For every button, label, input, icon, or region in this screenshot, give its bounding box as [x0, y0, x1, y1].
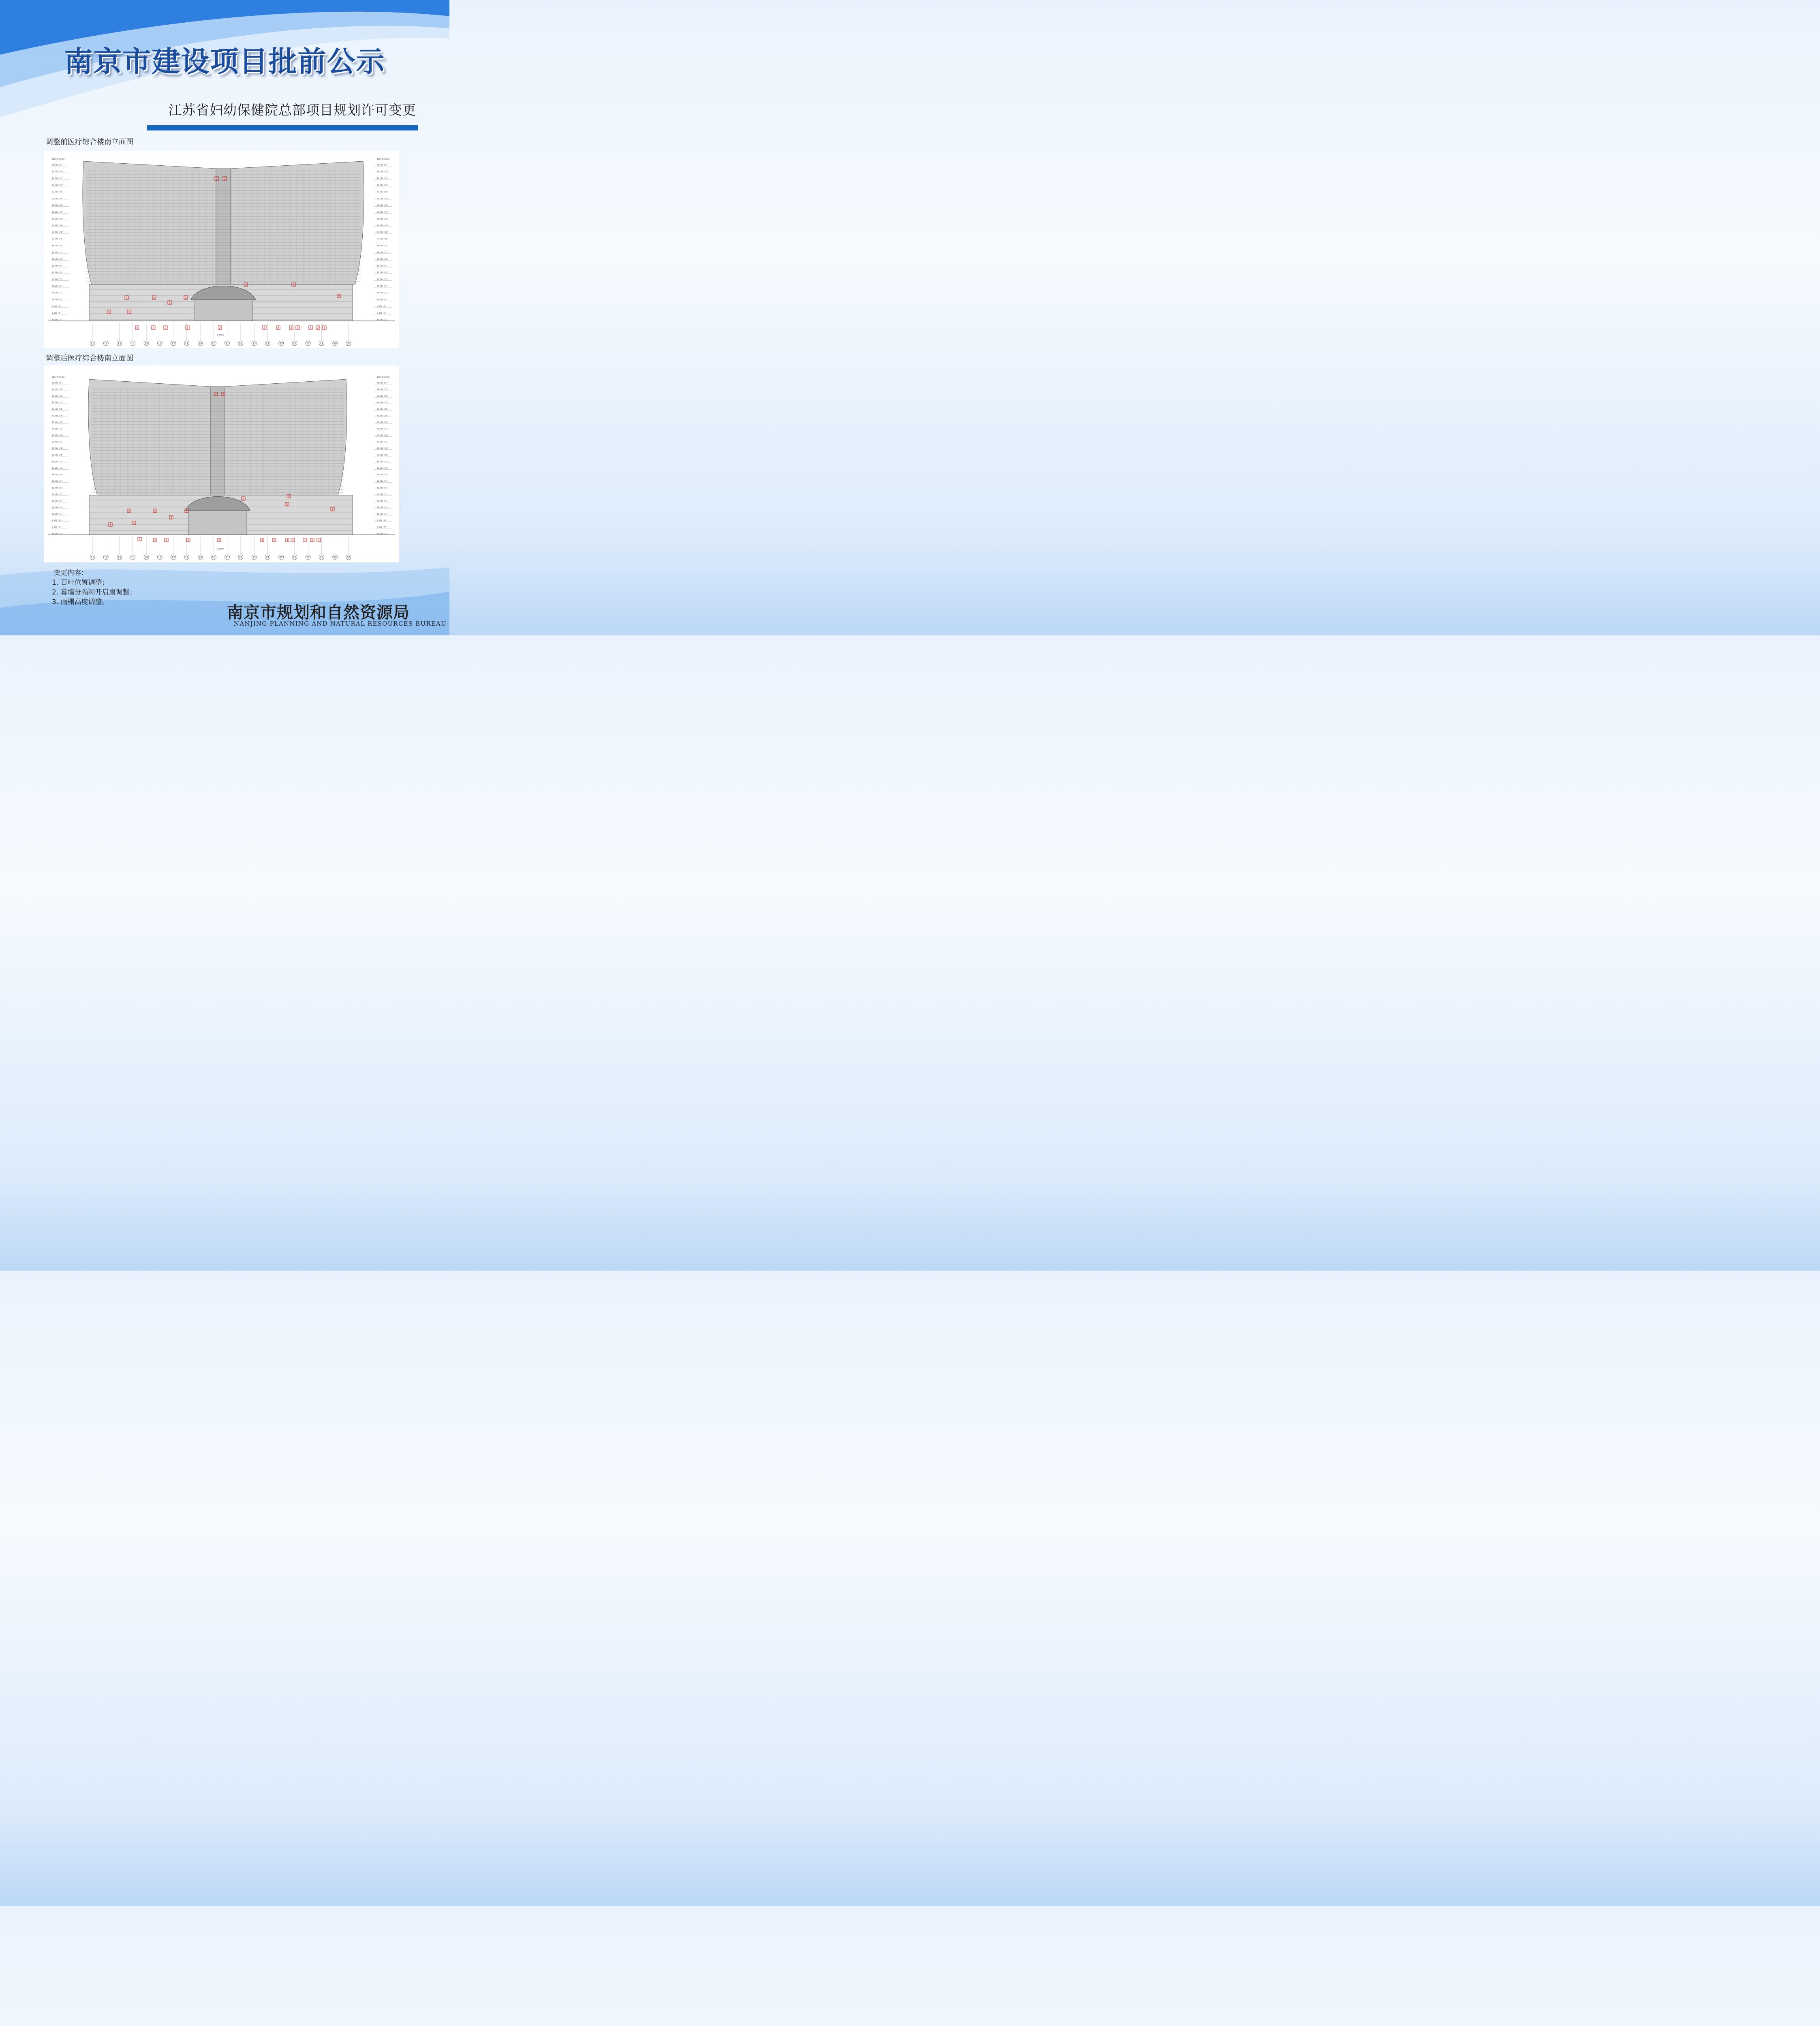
level-label-right: 39.900 (10F): [377, 258, 389, 261]
change-marker-number: 3: [136, 326, 138, 330]
axis-label: 26: [293, 342, 296, 345]
axis-label: 16: [158, 342, 162, 345]
level-label-left: 23.100 (6F): [52, 500, 63, 502]
level-label-right: 35.700 (9F): [377, 480, 388, 483]
level-label-left: 52.500 (13F): [52, 454, 64, 456]
level-label-right: 39.900 (10F): [377, 473, 389, 476]
axis-label: 13: [118, 342, 121, 345]
change-marker-number: 3: [139, 538, 141, 541]
level-label-left: 94.500 (23F): [52, 171, 64, 173]
entrance-hall: [188, 511, 247, 535]
level-label-right: 52.500 (13F): [377, 238, 389, 240]
before-elevation-drawing: [44, 151, 399, 348]
total-dimension: 136800: [217, 548, 224, 550]
level-label-right: 98.700 (RF): [377, 164, 388, 166]
entrance-hall: [194, 300, 252, 321]
tower-right-wing: [225, 379, 347, 495]
change-marker-number: 2: [273, 539, 275, 542]
change-item: 2. 幕墙分隔和开启扇调整；: [52, 588, 137, 596]
change-marker-number: 2: [338, 295, 340, 298]
level-label-left: 35.700 (9F): [52, 265, 63, 267]
axis-label: 19: [199, 556, 202, 559]
change-notes-heading: 变更内容：: [53, 569, 88, 577]
axis-label: 30: [347, 342, 350, 345]
level-label-left: ±0.000 (1F): [52, 318, 63, 321]
change-marker-number: 2: [277, 326, 279, 330]
axis-label: 20: [212, 342, 216, 345]
axis-label: 20: [212, 556, 216, 559]
level-label-right: 73.500 (18F): [377, 204, 389, 207]
level-label-left: 86.100 (21F): [52, 402, 64, 404]
level-label-right: 69.300 (17F): [377, 427, 389, 430]
level-label-left: 9.600 (3F): [52, 305, 62, 308]
change-item: 1. 百叶位置调整；: [52, 579, 109, 587]
change-marker-number: 2: [169, 301, 171, 305]
level-label-right: ±0.000 (1F): [377, 532, 388, 535]
change-marker-number: 2: [286, 503, 288, 506]
level-label-left: 98.700 (RF): [52, 164, 63, 166]
level-label-left: 27.300 (7F): [52, 278, 63, 280]
axis-label: 21: [225, 342, 229, 345]
change-marker-number: 3: [290, 326, 292, 330]
level-label-right: 44.100 (11F): [377, 251, 389, 254]
level-label-right: 14.100 (4F): [377, 298, 388, 301]
axis-label: 30: [347, 556, 350, 559]
level-label-right: 14.100 (4F): [377, 513, 388, 515]
level-label-right: 27.300 (7F): [377, 278, 388, 280]
level-label-left: 52.500 (13F): [52, 238, 64, 240]
level-label-right: 56.700 (14F): [377, 447, 389, 450]
level-label-right: 35.700 (9F): [377, 265, 388, 267]
poster-title: 南京市建设项目批前公示: [64, 45, 385, 78]
change-marker-number: 3: [297, 326, 299, 330]
change-marker-number: 3: [292, 539, 294, 542]
level-label-right: 98.700 (RF): [377, 382, 388, 384]
axis-label: 28: [320, 342, 323, 345]
axis-label: 27: [306, 556, 310, 559]
level-label-right: 9.600 (3F): [377, 305, 387, 308]
level-label-left: 56.700 (14F): [52, 231, 64, 233]
level-label-left: 77.700 (19F): [52, 415, 64, 417]
level-label-right: 86.100 (21F): [377, 184, 389, 186]
level-label-left: 81.900 (20F): [52, 190, 64, 193]
change-marker-number: 1: [128, 310, 130, 314]
level-label-right: 31.500 (8F): [377, 487, 388, 489]
level-label-left: 39.900 (10F): [52, 473, 64, 476]
change-marker-number: 2: [331, 508, 334, 511]
level-label-right: 77.700 (19F): [377, 197, 389, 200]
change-marker-number: 1: [108, 310, 110, 314]
change-marker-number: 3: [286, 539, 288, 542]
axis-label: 26: [293, 556, 296, 559]
level-label-left: 94.500 (23F): [52, 388, 64, 391]
roof-label-right: 106.900 (幕墙顶): [377, 158, 390, 160]
change-marker-number: 2: [215, 393, 217, 396]
level-label-left: 86.100 (21F): [52, 184, 64, 186]
change-marker-number: 3: [323, 326, 325, 330]
axis-label: 14: [131, 342, 135, 345]
axis-label: 29: [333, 342, 337, 345]
level-label-right: 52.500 (13F): [377, 454, 389, 456]
axis-label: 15: [145, 342, 148, 345]
level-label-left: 60.900 (15F): [52, 441, 64, 443]
level-label-right: 69.300 (17F): [377, 211, 389, 213]
level-label-left: 65.100 (16F): [52, 218, 64, 220]
change-marker-number: 1: [109, 523, 111, 527]
level-label-right: 56.700 (14F): [377, 231, 389, 233]
change-marker-number: 2: [222, 393, 224, 396]
axis-label: 24: [266, 556, 269, 559]
level-label-left: 18.600 (5F): [52, 506, 63, 509]
change-marker-number: 2: [224, 177, 226, 181]
axis-label: 14: [131, 556, 135, 559]
level-label-right: 65.100 (16F): [377, 434, 389, 436]
level-label-left: 69.300 (17F): [52, 211, 64, 213]
level-label-left: ±0.000 (1F): [52, 532, 63, 535]
level-label-left: 98.700 (RF): [52, 382, 63, 384]
level-label-right: 44.100 (11F): [377, 467, 389, 469]
before-elevation-label: 调整前医疗综合楼南立面图: [46, 138, 133, 146]
level-label-left: 44.100 (11F): [52, 251, 64, 254]
change-marker-number: 3: [318, 539, 320, 542]
axis-label: 11: [91, 556, 94, 559]
axis-label: 23: [252, 556, 256, 559]
level-label-left: 39.900 (10F): [52, 258, 64, 261]
change-marker-number: 2: [216, 177, 218, 181]
axis-label: 13: [118, 556, 121, 559]
level-label-right: 81.900 (20F): [377, 190, 389, 193]
level-label-right: 81.900 (20F): [377, 408, 389, 410]
change-marker-number: 2: [126, 296, 128, 300]
change-marker-number: 2: [242, 497, 244, 501]
level-label-right: 48.300 (12F): [377, 244, 389, 247]
level-label-left: 48.300 (12F): [52, 460, 64, 463]
change-marker-number: 2: [170, 516, 172, 519]
change-marker-number: 1: [310, 326, 312, 330]
level-label-right: 65.100 (16F): [377, 218, 389, 220]
level-label-left: 5.100 (2F): [52, 312, 62, 314]
level-label-left: 31.500 (8F): [52, 487, 63, 489]
change-marker-number: 2: [153, 296, 155, 300]
level-label-right: 48.300 (12F): [377, 460, 389, 463]
bureau-name-zh: 南京市规划和自然资源局: [227, 603, 410, 622]
axis-label: 25: [279, 342, 283, 345]
level-label-left: 14.100 (4F): [52, 298, 63, 301]
change-marker-number: 2: [154, 539, 156, 542]
level-label-left: 90.300 (22F): [52, 395, 64, 397]
axis-label: 17: [171, 556, 175, 559]
level-label-left: 14.100 (4F): [52, 513, 63, 515]
level-label-left: 65.100 (16F): [52, 434, 64, 436]
level-label-left: 27.300 (7F): [52, 493, 63, 496]
axis-label: 18: [185, 342, 188, 345]
level-label-right: 60.900 (15F): [377, 224, 389, 227]
change-marker-number: 2: [165, 539, 167, 542]
change-marker-number: 2: [152, 326, 154, 330]
change-marker-number: 1: [304, 539, 306, 542]
axis-label: 11: [91, 342, 94, 345]
roof-label-left: 106.900 (幕墙顶): [52, 376, 65, 378]
change-marker-number: 2: [288, 495, 290, 498]
level-label-left: 73.500 (18F): [52, 421, 64, 423]
level-label-left: 69.300 (17F): [52, 427, 64, 430]
change-marker-number: 3: [187, 539, 189, 542]
roof-label-left: 106.900 (幕墙顶): [52, 158, 65, 160]
level-label-left: 60.900 (15F): [52, 224, 64, 227]
change-marker-number: 2: [185, 296, 187, 300]
level-label-left: 81.900 (20F): [52, 408, 64, 410]
level-label-right: 5.100 (2F): [377, 312, 387, 314]
change-marker-number: 2: [293, 283, 295, 287]
level-label-right: 23.100 (6F): [377, 285, 388, 287]
level-label-right: 77.700 (19F): [377, 415, 389, 417]
change-marker-number: 3: [261, 539, 263, 542]
after-elevation-label: 调整后医疗综合楼南立面图: [46, 354, 133, 363]
level-label-left: 90.300 (22F): [52, 177, 64, 180]
axis-label: 12: [104, 556, 108, 559]
level-label-right: 94.500 (23F): [377, 171, 389, 173]
subtitle-underline: [147, 125, 418, 130]
after-elevation-drawing: [44, 365, 399, 562]
change-marker-number: 2: [186, 509, 188, 513]
axis-label: 17: [171, 342, 175, 345]
project-subtitle: 江苏省妇幼保健院总部项目规划许可变更: [168, 102, 416, 118]
change-marker-number: 2: [154, 509, 156, 513]
level-label-left: 73.500 (18F): [52, 204, 64, 207]
axis-label: 16: [158, 556, 162, 559]
change-marker-number: 2: [245, 283, 247, 287]
level-label-right: 18.600 (5F): [377, 506, 388, 509]
axis-label: 28: [320, 556, 323, 559]
before-elevation-panel: [44, 151, 399, 348]
level-label-left: 18.600 (5F): [52, 292, 63, 294]
roof-label-right: 106.900 (幕墙顶): [377, 376, 390, 378]
axis-label: 22: [239, 342, 242, 345]
axis-label: 24: [266, 342, 269, 345]
change-marker-number: 3: [186, 326, 188, 330]
change-marker-number: 2: [128, 509, 130, 513]
level-label-right: 9.600 (3F): [377, 519, 387, 522]
change-marker-number: 1: [133, 521, 135, 525]
axis-label: 19: [199, 342, 202, 345]
change-marker-number: 2: [218, 539, 220, 542]
axis-label: 27: [306, 342, 310, 345]
change-marker-number: 2: [317, 326, 319, 330]
axis-label: 22: [239, 556, 242, 559]
axis-label: 25: [279, 556, 283, 559]
level-label-right: ±0.000 (1F): [377, 318, 388, 321]
level-label-right: 94.500 (23F): [377, 388, 389, 391]
axis-label: 29: [333, 556, 337, 559]
level-label-left: 31.500 (8F): [52, 271, 63, 274]
level-label-right: 90.300 (22F): [377, 395, 389, 397]
level-label-right: 86.100 (21F): [377, 402, 389, 404]
change-marker-number: 2: [311, 539, 313, 542]
level-label-right: 31.500 (8F): [377, 271, 388, 274]
level-label-right: 60.900 (15F): [377, 441, 389, 443]
change-marker-number: 2: [165, 326, 167, 330]
axis-label: 18: [185, 556, 188, 559]
level-label-right: 23.100 (6F): [377, 500, 388, 502]
level-label-left: 77.700 (19F): [52, 197, 64, 200]
level-label-left: 56.700 (14F): [52, 447, 64, 450]
tower-core: [216, 169, 231, 284]
level-label-right: 73.500 (18F): [377, 421, 389, 423]
change-item: 3. 雨棚高度调整。: [52, 598, 109, 606]
level-label-left: 48.300 (12F): [52, 244, 64, 247]
axis-label: 23: [252, 342, 256, 345]
level-label-left: 35.700 (9F): [52, 480, 63, 483]
change-marker-number: 2: [219, 326, 221, 330]
axis-label: 15: [145, 556, 148, 559]
total-dimension: 136800: [217, 334, 224, 336]
level-label-left: 9.600 (3F): [52, 519, 62, 522]
level-label-right: 18.600 (5F): [377, 292, 388, 294]
level-label-right: 27.300 (7F): [377, 493, 388, 496]
change-marker-number: 3: [263, 326, 265, 330]
level-label-left: 44.100 (11F): [52, 467, 64, 469]
axis-label: 12: [104, 342, 108, 345]
level-label-left: 23.100 (6F): [52, 285, 63, 287]
level-label-right: 5.100 (2F): [377, 526, 387, 528]
change-notes: [52, 568, 137, 607]
after-elevation-panel: [44, 365, 399, 562]
level-label-right: 90.300 (22F): [377, 177, 389, 180]
level-label-left: 5.100 (2F): [52, 526, 62, 528]
axis-label: 21: [225, 556, 229, 559]
bureau-name-en: NANJING PLANNING AND NATURAL RESOURCES BUREAU: [234, 620, 447, 627]
